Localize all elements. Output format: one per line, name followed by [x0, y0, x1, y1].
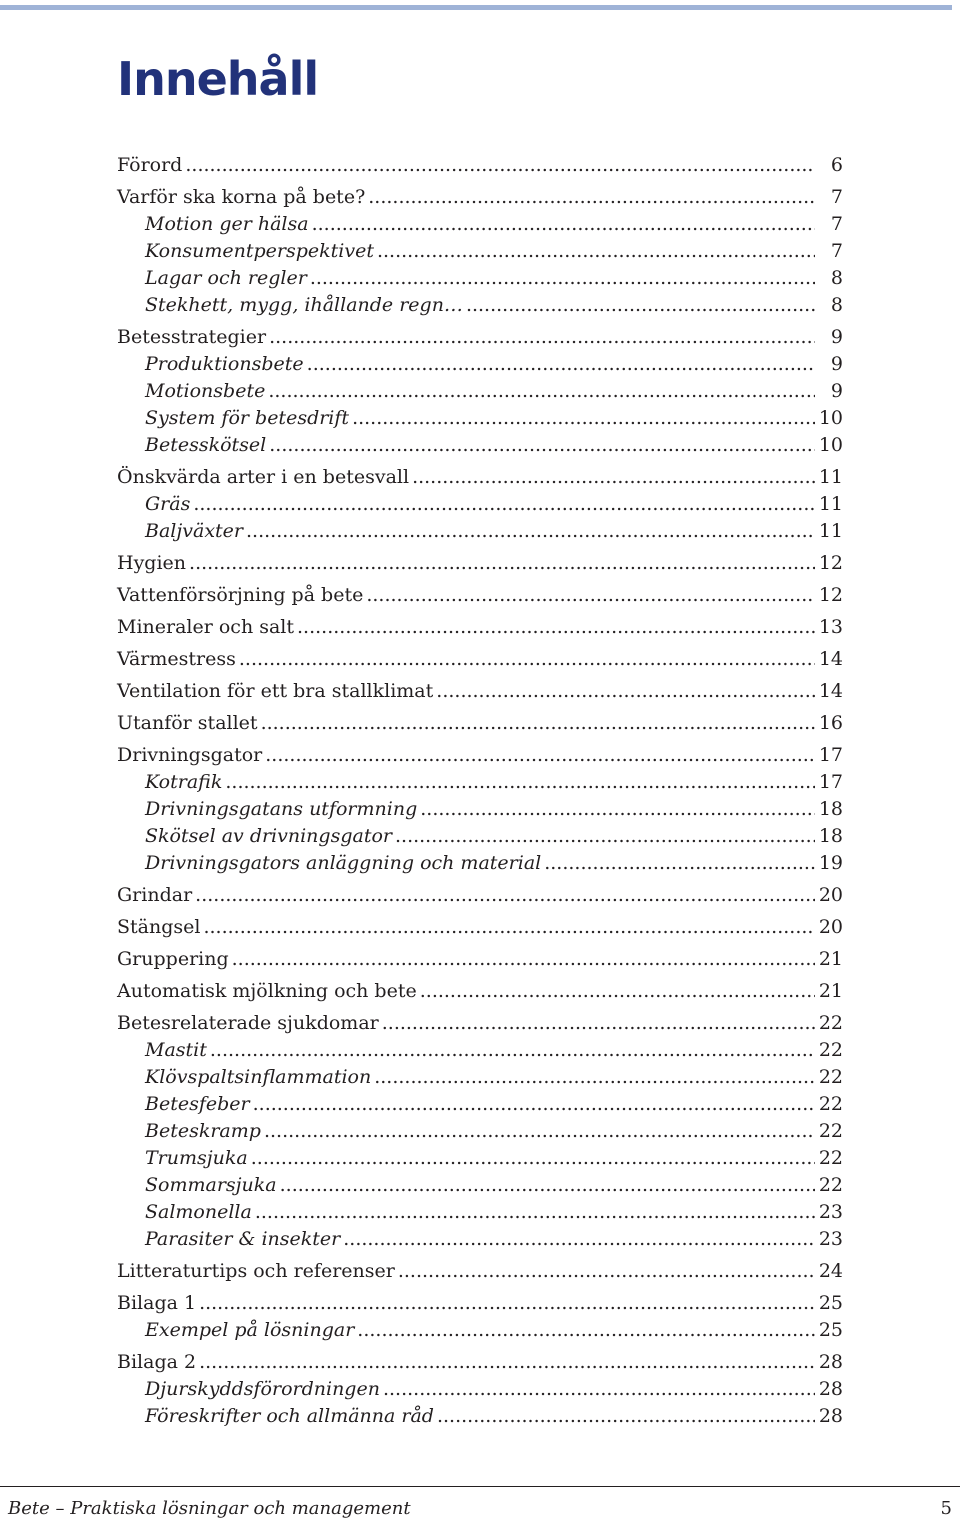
toc-entry-label: Salmonella [145, 1201, 252, 1223]
dot-leader [307, 351, 815, 378]
dot-leader [352, 405, 815, 432]
toc-entry-page: 10 [818, 407, 843, 429]
toc-entry-label: Betesstrategier [117, 326, 267, 348]
footer-title: Bete – Praktiska lösningar och management [8, 1498, 411, 1519]
dot-leader [412, 464, 815, 491]
toc-entry-label: Konsumentperspektivet [145, 240, 374, 262]
page-footer [8, 1496, 952, 1522]
toc-entry-page: 22 [818, 1066, 843, 1088]
dot-leader [377, 238, 815, 265]
dot-leader [366, 582, 815, 609]
toc-subentry [117, 1091, 843, 1118]
toc-entry-page: 18 [818, 798, 843, 820]
toc-entry-page: 28 [818, 1378, 843, 1400]
toc-entry-label: Motionsbete [145, 380, 266, 402]
dot-leader [312, 211, 815, 238]
footer-rule [0, 1486, 960, 1487]
toc-entry-label: Motion ger hälsa [145, 213, 309, 235]
toc-entry-page: 14 [818, 680, 843, 702]
toc-entry-label: Drivningsgator [117, 744, 263, 766]
toc-entry-label: Vattenförsörjning på bete [117, 584, 364, 606]
toc-entry-label: Kotrafik [145, 771, 223, 793]
toc-entry-page: 9 [830, 380, 843, 402]
toc-entry-page: 20 [818, 884, 843, 906]
toc-entry-label: Baljväxter [145, 520, 243, 542]
toc-entry [117, 978, 843, 1005]
toc-entry-page: 22 [818, 1093, 843, 1115]
toc-entry-page: 10 [818, 434, 843, 456]
toc-entry-page: 8 [830, 267, 843, 289]
toc-entry-label: Betesskötsel [145, 434, 267, 456]
toc-entry [117, 582, 843, 609]
dot-leader [253, 1091, 815, 1118]
toc-entry-label: Bilaga 1 [117, 1292, 197, 1314]
toc-entry-label: Ventilation för ett bra stallklimat [117, 680, 434, 702]
toc-entry [117, 1258, 843, 1285]
dot-leader [199, 1349, 815, 1376]
toc-entry-label: Lagar och regler [145, 267, 307, 289]
dot-leader [255, 1199, 815, 1226]
toc-entry-page: 25 [818, 1319, 843, 1341]
toc-entry-page: 9 [830, 353, 843, 375]
toc-entry-page: 22 [818, 1174, 843, 1196]
dot-leader [466, 292, 815, 319]
dot-leader [343, 1226, 815, 1253]
toc-entry-page: 25 [818, 1292, 843, 1314]
dot-leader [199, 1290, 815, 1317]
dot-leader [269, 432, 815, 459]
toc-subentry [117, 1145, 843, 1172]
toc-entry-page: 28 [818, 1351, 843, 1373]
toc-entry-label: Gruppering [117, 948, 229, 970]
table-of-contents [117, 152, 843, 1430]
toc-entry-page: 7 [830, 240, 843, 262]
dot-leader [374, 1064, 815, 1091]
toc-entry-label: Betesrelaterade sjukdomar [117, 1012, 379, 1034]
dot-leader [436, 678, 815, 705]
toc-entry-label: Stekhett, mygg, ihållande regn… [145, 294, 463, 316]
toc-entry [117, 464, 843, 491]
toc-entry-label: Djurskyddsförordningen [145, 1378, 380, 1400]
dot-leader [195, 882, 815, 909]
toc-entry-page: 16 [818, 712, 843, 734]
toc-entry [117, 710, 843, 737]
toc-subentry [117, 491, 843, 518]
toc-entry-page: 7 [830, 213, 843, 235]
toc-entry-page: 21 [818, 948, 843, 970]
dot-leader [261, 710, 815, 737]
toc-subentry [117, 1172, 843, 1199]
toc-subentry [117, 265, 843, 292]
toc-entry-page: 6 [830, 154, 843, 176]
toc-entry-page: 20 [818, 916, 843, 938]
dot-leader [232, 946, 815, 973]
toc-entry-page: 21 [818, 980, 843, 1002]
toc-subentry [117, 378, 843, 405]
toc-subentry [117, 238, 843, 265]
toc-entry-label: Sommarsjuka [145, 1174, 277, 1196]
toc-entry-label: Klövspaltsinflammation [145, 1066, 372, 1088]
toc-entry-label: Drivningsgatans utformning [145, 798, 418, 820]
toc-subentry [117, 1037, 843, 1064]
toc-entry-page: 18 [818, 825, 843, 847]
toc-entry [117, 1010, 843, 1037]
toc-entry-label: Betesfeber [145, 1093, 250, 1115]
toc-subentry [117, 351, 843, 378]
toc-entry-label: Produktionsbete [145, 353, 304, 375]
toc-subentry [117, 1064, 843, 1091]
toc-entry-page: 22 [818, 1147, 843, 1169]
dot-leader [269, 324, 815, 351]
toc-subentry [117, 1317, 843, 1344]
dot-leader [185, 152, 815, 179]
toc-entry-page: 23 [818, 1228, 843, 1250]
toc-entry-label: Litteraturtips och referenser [117, 1260, 395, 1282]
toc-subentry [117, 823, 843, 850]
toc-subentry [117, 211, 843, 238]
dot-leader [420, 796, 815, 823]
toc-entry-page: 23 [818, 1201, 843, 1223]
toc-entry-page: 22 [818, 1012, 843, 1034]
dot-leader [210, 1037, 815, 1064]
dot-leader [357, 1317, 815, 1344]
toc-entry-page: 11 [818, 493, 843, 515]
toc-entry-label: Varför ska korna på bete? [117, 186, 366, 208]
toc-entry-page: 22 [818, 1120, 843, 1142]
toc-entry [117, 914, 843, 941]
toc-entry [117, 184, 843, 211]
toc-entry-page: 7 [830, 186, 843, 208]
dot-leader [193, 491, 815, 518]
dot-leader [297, 614, 815, 641]
toc-entry-page: 17 [818, 744, 843, 766]
toc-entry-label: Förord [117, 154, 183, 176]
dot-leader [383, 1376, 815, 1403]
dot-leader [203, 914, 815, 941]
toc-subentry [117, 1403, 843, 1430]
toc-entry-label: Önskvärda arter i en betesvall [117, 466, 410, 488]
toc-entry-label: Trumsjuka [145, 1147, 248, 1169]
toc-entry-page: 24 [818, 1260, 843, 1282]
toc-entry-label: Parasiter & insekter [145, 1228, 341, 1250]
toc-entry [117, 742, 843, 769]
toc-entry-label: Gräs [145, 493, 191, 515]
dot-leader [251, 1145, 815, 1172]
dot-leader [368, 184, 815, 211]
toc-entry-page: 17 [818, 771, 843, 793]
toc-entry [117, 646, 843, 673]
toc-entry-label: System för betesdrift [145, 407, 350, 429]
dot-leader [382, 1010, 815, 1037]
dot-leader [437, 1403, 815, 1430]
toc-entry [117, 678, 843, 705]
toc-entry-label: Mastit [145, 1039, 207, 1061]
dot-leader [310, 265, 815, 292]
toc-subentry [117, 1199, 843, 1226]
toc-entry-page: 14 [818, 648, 843, 670]
toc-entry-page: 12 [818, 552, 843, 574]
toc-entry-label: Utanför stallet [117, 712, 258, 734]
toc-entry-label: Hygien [117, 552, 187, 574]
toc-entry-page: 13 [818, 616, 843, 638]
toc-entry-label: Stängsel [117, 916, 201, 938]
toc-entry-label: Skötsel av drivningsgator [145, 825, 392, 847]
toc-entry-page: 11 [818, 466, 843, 488]
toc-entry-page: 8 [830, 294, 843, 316]
toc-entry [117, 152, 843, 179]
toc-entry-label: Exempel på lösningar [145, 1319, 355, 1341]
toc-subentry [117, 292, 843, 319]
toc-entry [117, 324, 843, 351]
toc-entry-page: 22 [818, 1039, 843, 1061]
dot-leader [265, 742, 815, 769]
toc-entry [117, 1290, 843, 1317]
toc-entry-label: Drivningsgators anläggning och material [145, 852, 542, 874]
toc-entry-label: Grindar [117, 884, 193, 906]
toc-entry [117, 946, 843, 973]
footer-page-number: 5 [940, 1498, 952, 1519]
toc-entry-label: Automatisk mjölkning och bete [117, 980, 417, 1002]
toc-entry-page: 12 [818, 584, 843, 606]
toc-entry-label: Värmestress [117, 648, 236, 670]
page-title: Innehåll [117, 52, 319, 106]
dot-leader [420, 978, 815, 1005]
dot-leader [268, 378, 815, 405]
toc-subentry [117, 769, 843, 796]
toc-subentry [117, 405, 843, 432]
toc-entry-page: 9 [830, 326, 843, 348]
toc-entry-page: 28 [818, 1405, 843, 1427]
dot-leader [280, 1172, 815, 1199]
toc-subentry [117, 1376, 843, 1403]
dot-leader [544, 850, 815, 877]
dot-leader [264, 1118, 815, 1145]
toc-subentry [117, 850, 843, 877]
toc-entry-label: Föreskrifter och allmänna råd [145, 1405, 434, 1427]
toc-entry [117, 1349, 843, 1376]
dot-leader [239, 646, 815, 673]
toc-entry-label: Beteskramp [145, 1120, 261, 1142]
toc-entry-page: 19 [818, 852, 843, 874]
toc-subentry [117, 432, 843, 459]
toc-subentry [117, 518, 843, 545]
toc-entry-label: Bilaga 2 [117, 1351, 197, 1373]
dot-leader [189, 550, 815, 577]
dot-leader [246, 518, 815, 545]
toc-entry [117, 550, 843, 577]
top-rule [0, 5, 952, 10]
toc-subentry [117, 796, 843, 823]
toc-entry-label: Mineraler och salt [117, 616, 295, 638]
toc-subentry [117, 1226, 843, 1253]
toc-entry [117, 882, 843, 909]
toc-entry [117, 614, 843, 641]
dot-leader [398, 1258, 815, 1285]
toc-subentry [117, 1118, 843, 1145]
dot-leader [395, 823, 815, 850]
dot-leader [225, 769, 815, 796]
toc-entry-page: 11 [818, 520, 843, 542]
